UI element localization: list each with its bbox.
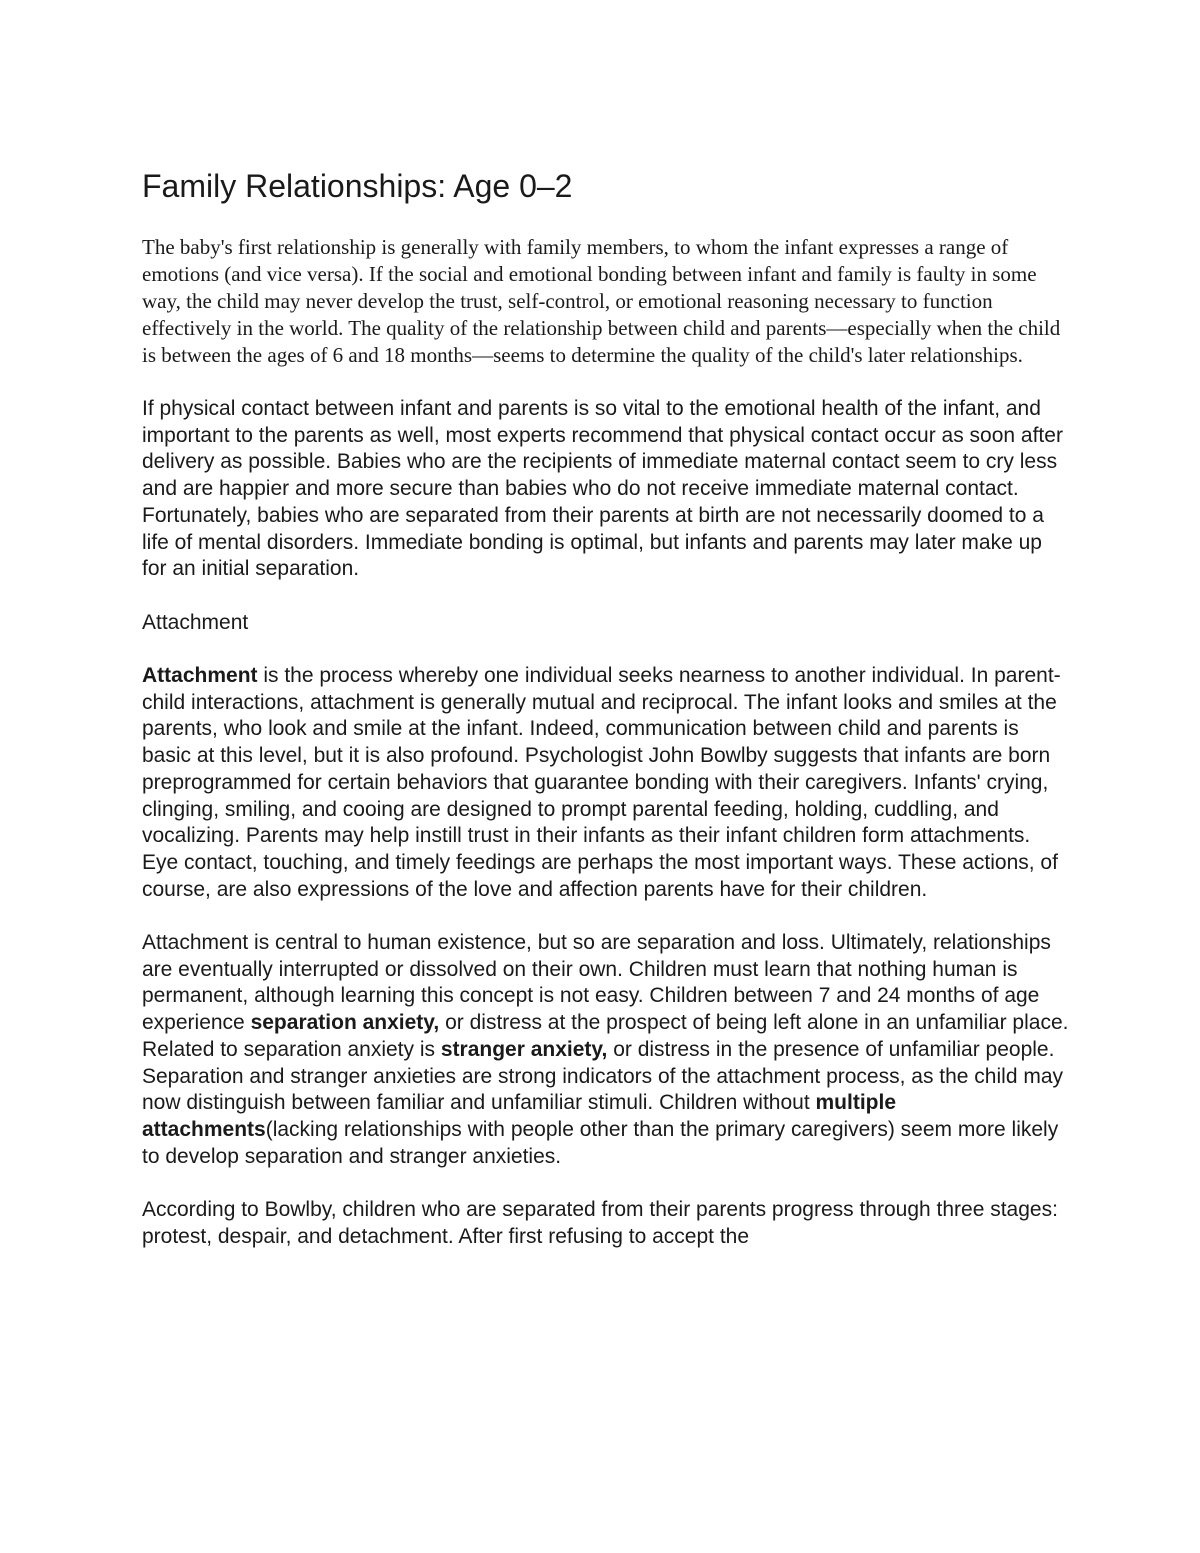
- section-heading-attachment: Attachment: [142, 610, 249, 634]
- paragraph-separation-part3: or distress in the presence of unfamiliar people. Separation and stranger anxieties are strong indicators of the attachment process, as the child may now distinguish between familiar and unfamiliar stimuli. Children without: [142, 1037, 1064, 1115]
- document-page: [142, 166, 1072, 1277]
- paragraph-bowlby-stages: According to Bowlby, children who are separated from their parents progress through three stages: protest, despair, and detachment. After first refusing to accept the: [142, 1198, 1058, 1248]
- paragraph-attachment-text: is the process whereby one individual seeks nearness to another individual. In parent-child interactions, attachment is generally mutual and reciprocal. The infant looks and smiles at the parents, who look and smile at the infant. Indeed, communication between child and parents is basic at this level, but it is also profound. Psychologist John Bowlby suggests that infants are born preprogrammed for certain behaviors that guarantee bonding with their caregivers. Infants' crying, clinging, smiling, and cooing are designed to prompt parental feeding, holding, cuddling, and vocalizing. Parents may help instill trust in their infants as their infant children form attachments. Eye contact, touching, and timely feedings are perhaps the most important ways. These actions, of course, are also expressions of the love and affection parents have for their children.: [142, 664, 1061, 901]
- paragraph-separation-part2: or distress at the prospect of being left alone in an unfamiliar place. Related to separation anxiety is: [142, 1011, 1069, 1061]
- term-stranger-anxiety: stranger anxiety,: [440, 1037, 608, 1061]
- paragraph-separation-part4: (lacking relationships with people other than the primary caregivers) seem more likely to develop separation and stranger anxieties.: [142, 1117, 1059, 1168]
- paragraph-attachment-definition: [142, 663, 1072, 903]
- paragraph-intro: The baby's first relationship is generally with family members, to whom the infant expresses a range of emotions (and vice versa). If the social and emotional bonding between infant and family is faulty in some way, the child may never develop the trust, self-control, or emotional reasoning necessary to function effectively in the world. The quality of the relationship between child and parents—especially when the child is between the ages of 6 and 18 months—seems to determine the quality of the child's later relationships.: [142, 235, 1061, 367]
- paragraph-physical-contact: If physical contact between infant and parents is so vital to the emotional health of the infant, and important to the parents as well, most experts recommend that physical contact occur as soon after delivery as possible. Babies who are the recipients of immediate maternal contact seem to cry less and are happier and more secure than babies who do not receive immediate maternal contact. Fortunately, babies who are separated from their parents at birth are not necessarily doomed to a life of mental disorders. Immediate bonding is optimal, but infants and parents may later make up for an initial separation.: [142, 397, 1063, 581]
- paragraph-separation: [142, 930, 1072, 1170]
- term-attachment: Attachment: [142, 664, 258, 687]
- page-title: Family Relationships: Age 0–2: [142, 168, 573, 204]
- term-separation-anxiety: separation anxiety,: [250, 1011, 440, 1035]
- term-multiple-attachments: multiple attachments: [142, 1091, 897, 1141]
- paragraph-separation-part1: Attachment is central to human existence, but so are separation and loss. Ultimately, relationships are eventually interrupted or dissolved on their own. Children must learn that nothing human is permanent, although learning this concept is not easy. Children between 7 and 24 months of age experience: [142, 931, 1051, 1035]
